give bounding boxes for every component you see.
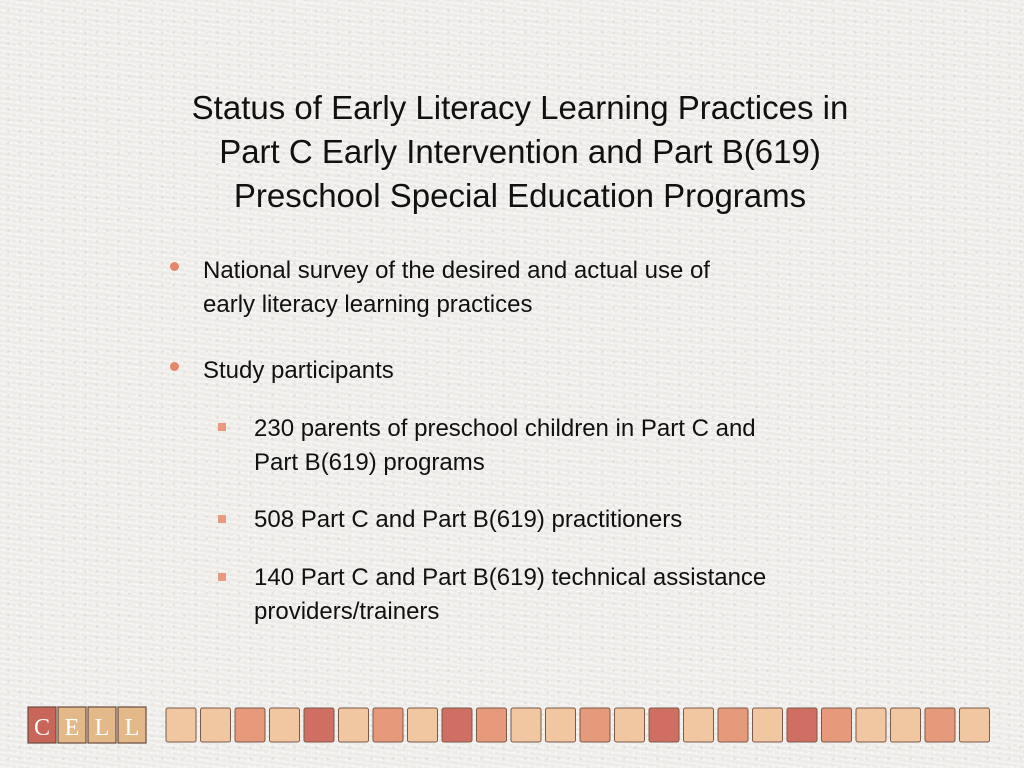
decorative-tile — [408, 708, 438, 742]
decorative-tile — [684, 708, 714, 742]
decorative-tile — [787, 708, 817, 742]
logo-letter: L — [124, 715, 140, 741]
bullet-national-survey: National survey of the desired and actual use of early literacy learning practices — [203, 257, 710, 318]
decorative-tile — [753, 708, 783, 742]
decorative-tile — [580, 708, 610, 742]
decorative-tile — [546, 708, 576, 742]
sub-bullet-parents: 230 parents of preschool children in Part C and Part B(619) programs — [254, 415, 756, 476]
decorative-tile — [442, 708, 472, 742]
cell-logo-bar — [26, 704, 1000, 746]
decorative-tile — [270, 708, 300, 742]
decorative-tile — [477, 708, 507, 742]
decorative-tile — [960, 708, 990, 742]
sub-bullet-practitioners: 508 Part C and Part B(619) practitioners — [254, 506, 683, 533]
sub-bullet-square-icon — [218, 515, 226, 523]
decorative-tile — [891, 708, 921, 742]
logo-letter: C — [33, 715, 51, 741]
decorative-tile — [373, 708, 403, 742]
decorative-tile — [201, 708, 231, 742]
decorative-tile — [615, 708, 645, 742]
decorative-tile — [235, 708, 265, 742]
slide-title: Status of Early Literacy Learning Practices in Part C Early Intervention and Part B(619) Preschool Special Education Programs — [191, 89, 849, 214]
bullet-dot-icon — [170, 362, 179, 371]
decorative-tile — [718, 708, 748, 742]
decorative-tile — [166, 708, 196, 742]
bullet-study-participants: Study participants — [203, 357, 394, 384]
decorative-tile — [822, 708, 852, 742]
decorative-tile — [339, 708, 369, 742]
decorative-tile — [304, 708, 334, 742]
decorative-tile — [649, 708, 679, 742]
decorative-tile — [511, 708, 541, 742]
logo-letter: E — [64, 715, 80, 741]
sub-bullet-square-icon — [218, 423, 226, 431]
decorative-tile — [856, 708, 886, 742]
bullet-dot-icon — [170, 262, 179, 271]
decorative-tile — [925, 708, 955, 742]
sub-bullet-ta-providers: 140 Part C and Part B(619) technical assistance providers/trainers — [254, 564, 767, 625]
sub-bullet-square-icon — [218, 573, 226, 581]
logo-letter: L — [94, 715, 110, 741]
